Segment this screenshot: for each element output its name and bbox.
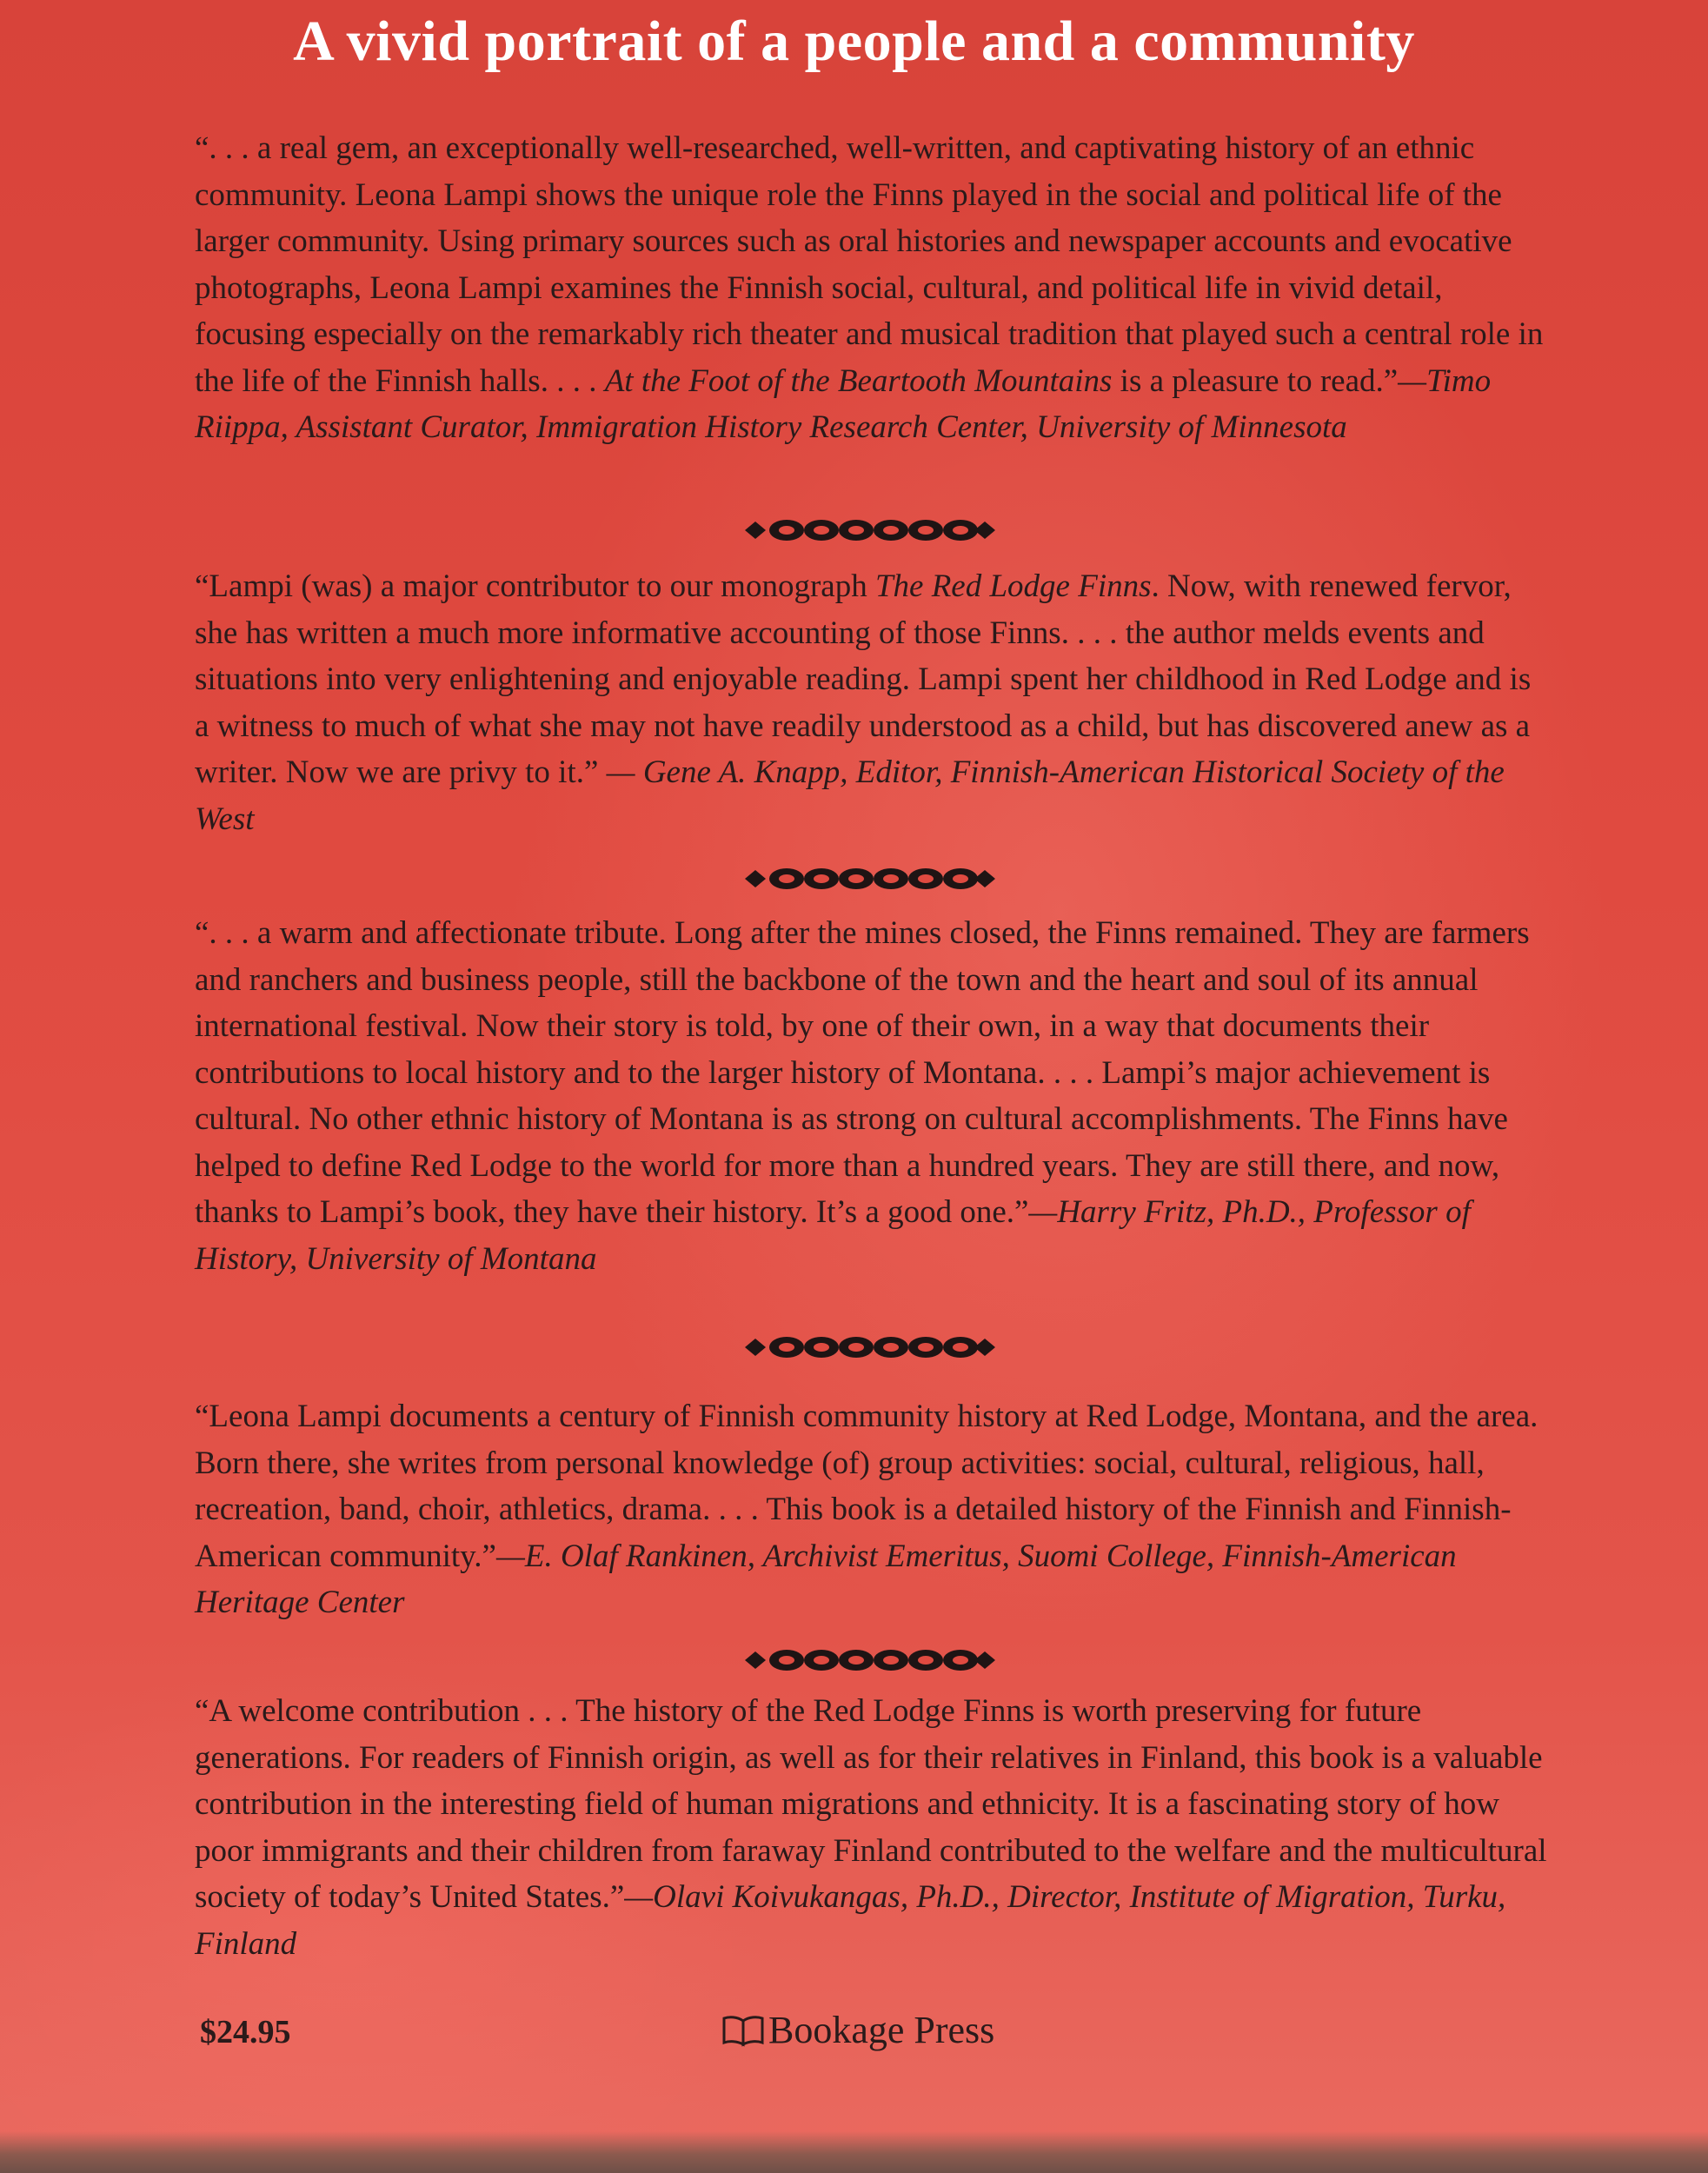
quote-text-continued: is a pleasure to read.”	[1112, 362, 1399, 399]
ornamental-divider-icon	[743, 1334, 995, 1360]
ornamental-divider-icon	[743, 1647, 995, 1673]
review-quote	[195, 1393, 1551, 1626]
quote-attribution: —Timo Riippa, Assistant Curator, Immigration History Research Center, University of Minnesota	[195, 362, 1492, 445]
quote-attribution: —Olavi Koivukangas, Ph.D., Director, Institute of Migration, Turku, Finland	[195, 1879, 1506, 1962]
review-quote	[195, 910, 1551, 1282]
cover-headline: A vivid portrait of a people and a community	[293, 10, 1415, 73]
review-quote	[195, 563, 1551, 842]
publisher-logo	[721, 2008, 994, 2052]
review-quote	[195, 1688, 1551, 1967]
quote-attribution: —Harry Fritz, Ph.D., Professor of History, University of Montana	[195, 1194, 1471, 1277]
quote-book-title: The Red Lodge Finns	[874, 568, 1152, 604]
quote-text: “Leona Lampi documents a century of Finnish community history at Red Lodge, Montana, and the area. Born there, she writes from personal knowledge (of) group activities: social, cultural, religious, hall, recreation, band, choir, athletics, drama. . . . This book is a detailed history of the Finnish and Finnish-American community.”	[195, 1399, 1539, 1574]
publisher-name: Bookage Press	[768, 2009, 995, 2051]
quote-text: “Lampi (was) a major contributor to our monograph	[195, 568, 875, 604]
quote-attribution: — Gene A. Knapp, Editor, Finnish-American Historical Society of the West	[195, 754, 1505, 837]
open-book-icon	[721, 2014, 765, 2047]
quote-attribution: —E. Olaf Rankinen, Archivist Emeritus, Suomi College, Finnish-American Heritage Center	[195, 1538, 1457, 1620]
ornamental-divider-icon	[743, 866, 995, 892]
quote-book-title: At the Foot of the Beartooth Mountains	[604, 362, 1113, 399]
quote-text-continued: . Now, with renewed fervor, she has written a much more informative accounting of those Finns. . . . the author melds events and situations into very enlightening and enjoyable reading. Lampi spent her childhood in Red Lodge and is a witness to much of what she may not have readily understood as a child, but has discovered anew as a writer. Now we are privy to it.”	[195, 568, 1532, 790]
review-quote	[195, 125, 1551, 451]
ornamental-divider-icon	[743, 517, 995, 543]
quote-text: “. . . a warm and affectionate tribute. Long after the mines closed, the Finns remained. They are farmers and ranchers and business people, still the backbone of the town and the heart and soul of its annual international festival. Now their story is told, by one of their own, in a way that documents their contributions to local history and to the larger history of Montana. . . . Lampi’s major achievement is cultural. No other ethnic history of Montana is as strong on cultural accomplishments. The Finns have helped to define Red Lodge to the world for more than a hundred years. They are still there, and now, thanks to Lampi’s book, they have their history. It’s a good one.”	[195, 915, 1530, 1230]
quote-text: “. . . a real gem, an exceptionally well-researched, well-written, and captivating history of an ethnic community. Leona Lampi shows the unique role the Finns played in the social and political life of the larger community. Using primary sources such as oral histories and newspaper accounts and evocative photographs, Leona Lampi examines the Finnish social, cultural, and political life in vivid detail, focusing especially on the remarkably rich theater and musical tradition that played such a central role in the life of the Finnish halls. . . .	[195, 130, 1544, 399]
book-price: $24.95	[200, 2014, 291, 2050]
quote-text: “A welcome contribution . . . The history of the Red Lodge Finns is worth preserving for future generations. For readers of Finnish origin, as well as for their relatives in Finland, this book is a valuable contribution in the interesting field of human migrations and ethnicity. It is a fascinating story of how poor immigrants and their children from faraway Finland contributed to the welfare and the multicultural society of today’s United States.”	[195, 1693, 1547, 1915]
